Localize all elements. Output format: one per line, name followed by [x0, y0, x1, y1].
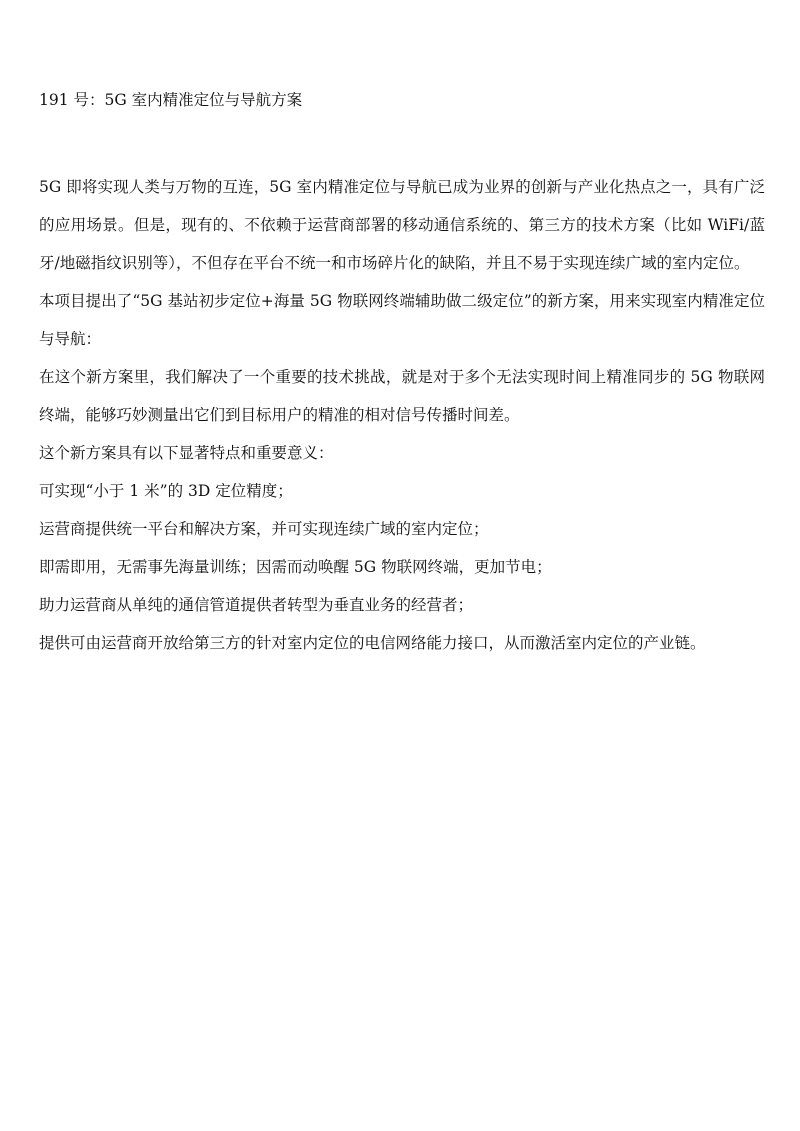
document-title: 191 号：5G 室内精准定位与导航方案 [39, 91, 303, 109]
document-body [39, 168, 765, 662]
paragraph-feature-interface: 提供可由运营商开放给第三方的针对室内定位的电信网络能力接口，从而激活室内定位的产业链。 [39, 634, 706, 652]
paragraph-features-heading: 这个新方案具有以下显著特点和重要意义： [39, 444, 334, 462]
paragraph-feature-accuracy: 可实现“小于 1 米”的 3D 定位精度； [39, 482, 293, 500]
paragraph-feature-transformation: 助力运营商从单纯的通信管道提供者转型为垂直业务的经营者； [39, 596, 474, 614]
paragraph-proposal: 本项目提出了“5G 基站初步定位+海量 5G 物联网终端辅助做二级定位”的新方案，用来实现室内精准定位与导航： [39, 292, 765, 348]
paragraph-challenge: 在这个新方案里，我们解决了一个重要的技术挑战，就是对于多个无法实现时间上精准同步的 5G 物联网终端，能够巧妙测量出它们到目标用户的精准的相对信号传播时间差。 [39, 368, 765, 424]
paragraph-intro: 5G 即将实现人类与万物的互连，5G 室内精准定位与导航已成为业界的创新与产业化热点之一，具有广泛的应用场景。但是，现有的、不依赖于运营商部署的移动通信系统的、第三方的技术方案（比如 WiFi/蓝牙/地磁指纹识别等），不但存在平台不统一和市场碎片化的缺陷，并且不易于实现连续广域的室内定位。 [39, 178, 765, 272]
paragraph-feature-platform: 运营商提供统一平台和解决方案，并可实现连续广域的室内定位； [39, 520, 489, 538]
paragraph-feature-on-demand: 即需即用，无需事先海量训练；因需而动唤醒 5G 物联网终端，更加节电； [39, 558, 552, 576]
